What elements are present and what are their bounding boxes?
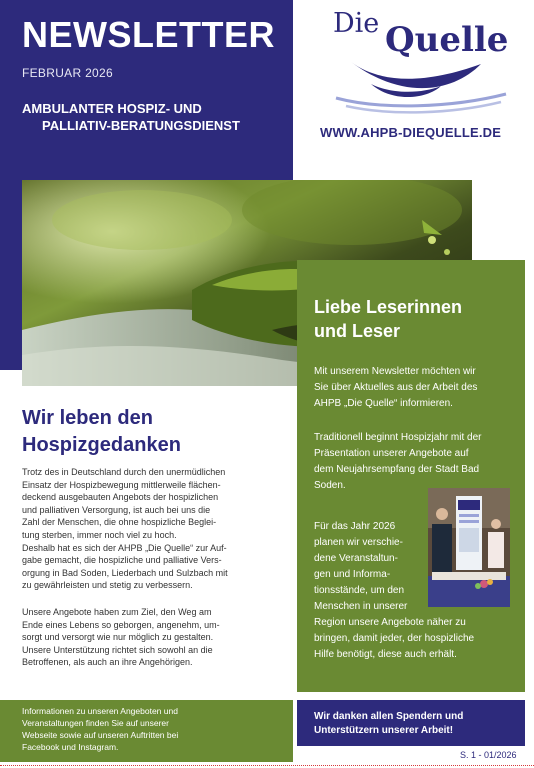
paragraph-line: Region unsere Angebote näher zu bbox=[314, 617, 466, 628]
paragraph-line: und palliativen Versorgung, ist auch bei uns die bbox=[22, 504, 211, 515]
paragraph-line: Für das Jahr 2026 bbox=[314, 521, 396, 532]
website-link[interactable]: WWW.AHPB-DIEQUELLE.DE bbox=[320, 125, 502, 140]
hand-water-icon bbox=[331, 54, 511, 114]
paragraph-line: Unsere Angebote haben zum Ziel, den Weg am bbox=[22, 607, 212, 617]
booth-photo bbox=[428, 488, 510, 607]
main-heading-line: Wir leben den bbox=[22, 407, 153, 429]
footer-info-line: Informationen zu unseren Angeboten und bbox=[22, 706, 178, 716]
paragraph-line: tung sterben, immer noch viel zu hoch. bbox=[22, 529, 177, 540]
paragraph-line: Einsatz der Hospizbewegung mittlerweile flächen- bbox=[22, 479, 221, 490]
paragraph-line: deckend ausgebauten Angebots der hospizlichen bbox=[22, 492, 219, 503]
issue-date: FEBRUAR 2026 bbox=[22, 66, 113, 80]
paragraph-line: tionsstände, um den bbox=[314, 585, 405, 596]
paragraph-line: gen und Informa- bbox=[314, 569, 391, 580]
paragraph-line: Trotz des in Deutschland durch den unermüdlichen bbox=[22, 467, 226, 477]
organization-name bbox=[22, 100, 282, 134]
paragraph-line: Traditionell beginnt Hospizjahr mit der bbox=[314, 432, 482, 443]
organization-name-line: AMBULANTER HOSPIZ- UND bbox=[22, 101, 202, 116]
logo-word-die: Die bbox=[333, 8, 380, 39]
greeting-heading bbox=[314, 295, 462, 343]
newsletter-title: NEWSLETTER bbox=[22, 14, 275, 55]
footer-info-line: Facebook und Instagram. bbox=[22, 742, 119, 752]
page-edge-divider bbox=[0, 765, 534, 766]
footer-info-line: Veranstaltungen finden Sie auf unserer bbox=[22, 718, 169, 728]
greeting-box bbox=[297, 260, 525, 692]
main-paragraph-1 bbox=[22, 466, 228, 592]
greeting-heading-line: und Leser bbox=[314, 321, 401, 341]
thanks-line: Wir danken allen Spendern und bbox=[314, 711, 464, 722]
paragraph-line: Zahl der Menschen, die ohne hospizliche Beglei- bbox=[22, 517, 217, 528]
paragraph-line: Deshalb hat es sich der AHPB „Die Quelle“ zur Auf- bbox=[22, 542, 227, 553]
logo-word-quelle: Quelle bbox=[385, 20, 509, 60]
main-paragraph-2 bbox=[22, 606, 220, 669]
paragraph-line: Mit unserem Newsletter möchten wir bbox=[314, 366, 476, 377]
paragraph-line: Menschen in unserer bbox=[314, 601, 408, 612]
paragraph-line: Betroffenen, als auch an ihre Angehörigen. bbox=[22, 657, 193, 668]
thanks-box bbox=[297, 700, 525, 746]
paragraph-line: Unsere Unterstützung richtet sich sowohl an die bbox=[22, 644, 213, 655]
thanks-line: Unterstützern unserer Arbeit! bbox=[314, 725, 454, 736]
paragraph-line: dene Veranstaltun- bbox=[314, 553, 398, 564]
greeting-heading-line: Liebe Leserinnen bbox=[314, 297, 463, 317]
paragraph-line: Sie über Aktuelles aus der Arbeit des bbox=[314, 382, 478, 393]
paragraph-line: Soden. bbox=[314, 480, 346, 491]
paragraph-line: planen wir verschie- bbox=[314, 537, 403, 548]
paragraph-line: Hilfe benötigt, diese auch erhält. bbox=[314, 649, 457, 660]
main-heading-line: Hospizgedanken bbox=[22, 434, 181, 456]
greeting-paragraph-tradition bbox=[314, 430, 482, 494]
paragraph-line: orgung in Bad Soden, Liederbach und Sulzbach mit bbox=[22, 567, 228, 578]
paragraph-line: bringen, damit jeder, der hospizliche bbox=[314, 633, 475, 644]
paragraph-line: Ende eines Lebens so geborgen, angenehm, um- bbox=[22, 619, 220, 630]
footer-info-line: Webseite sowie auf unseren Auftritten bei bbox=[22, 730, 179, 740]
paragraph-line: sorgt und versorgt wie nur möglich zu gestalten. bbox=[22, 632, 214, 643]
footer-info-box bbox=[0, 700, 293, 762]
paragraph-line: dem Neujahrsempfang der Stadt Bad bbox=[314, 464, 480, 475]
paragraph-line: Präsentation unserer Angebote auf bbox=[314, 448, 469, 459]
greeting-paragraph-intro bbox=[314, 364, 477, 412]
page-number: S. 1 - 01/2026 bbox=[460, 750, 517, 760]
paragraph-line: AHPB „Die Quelle“ informieren. bbox=[314, 398, 453, 409]
die-quelle-logo bbox=[331, 6, 511, 116]
paragraph-line: gabe gemacht, die hospizliche und palliative Vers- bbox=[22, 555, 222, 566]
main-heading bbox=[22, 405, 181, 459]
organization-name-line: PALLIATIV-BERATUNGSDIENST bbox=[42, 118, 240, 133]
paragraph-line: zu gewährleisten und stetig zu verbessern. bbox=[22, 580, 193, 591]
